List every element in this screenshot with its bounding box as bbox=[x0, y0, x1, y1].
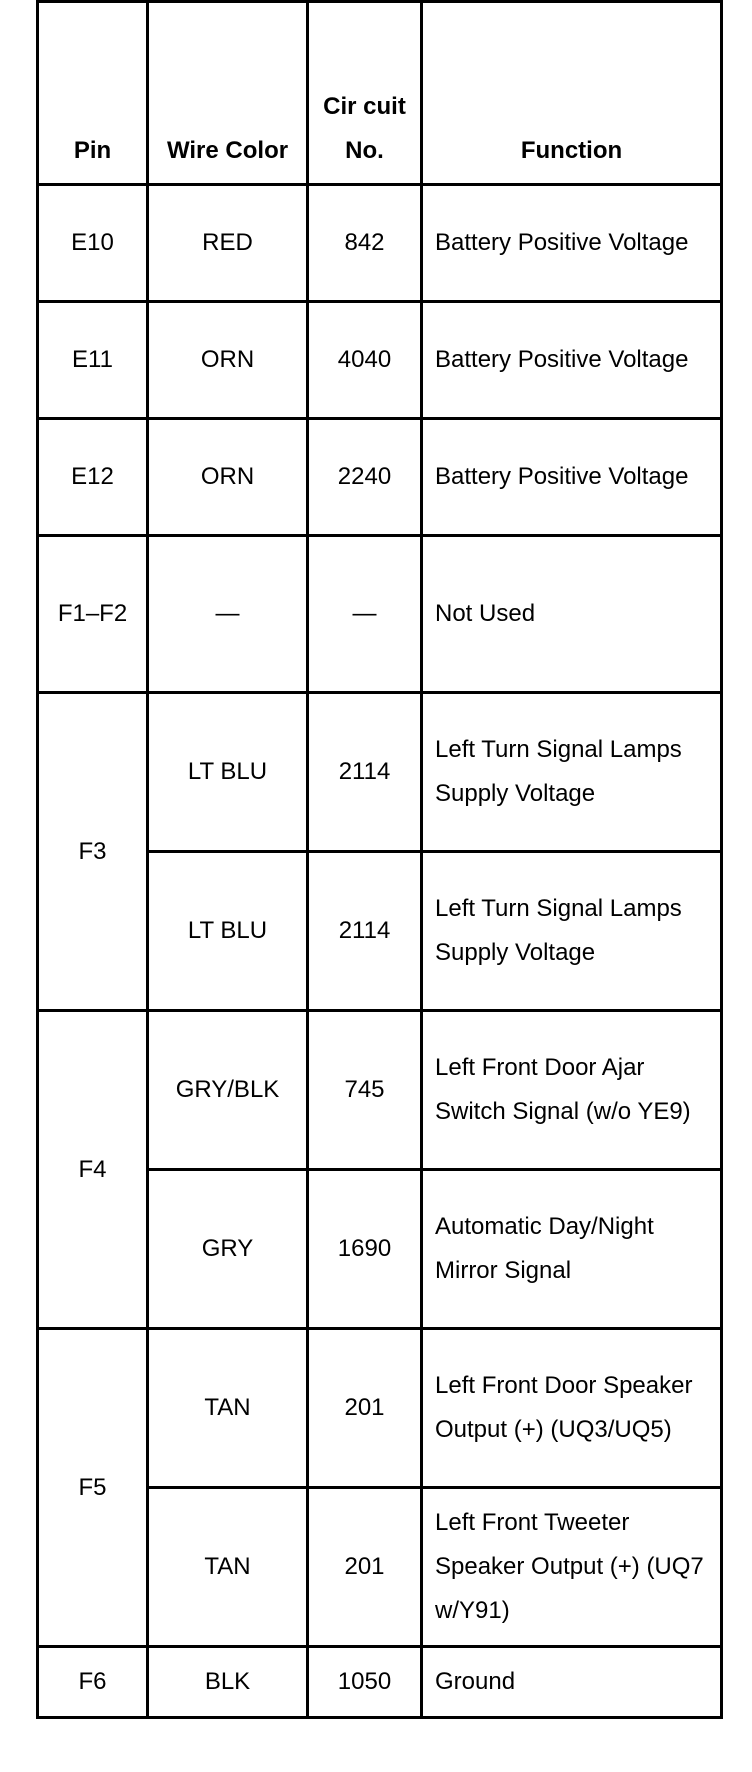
function-cell: Automatic Day/Night Mirror Signal bbox=[422, 1170, 722, 1329]
table-row bbox=[38, 1329, 722, 1488]
wire-color-cell: GRY/BLK bbox=[148, 1011, 308, 1170]
function-cell: Left Turn Signal Lamps Supply Voltage bbox=[422, 693, 722, 852]
table-row bbox=[38, 693, 722, 852]
table-row bbox=[38, 1647, 722, 1718]
circuit-cell: 2240 bbox=[308, 419, 422, 536]
wire-color-cell: ORN bbox=[148, 419, 308, 536]
function-cell: Battery Positive Voltage bbox=[422, 302, 722, 419]
circuit-cell: 1690 bbox=[308, 1170, 422, 1329]
table-row bbox=[38, 1011, 722, 1170]
connector-pin-table bbox=[36, 0, 723, 1719]
wire-color-cell: GRY bbox=[148, 1170, 308, 1329]
header-circuit-no: Cir cuit No. bbox=[308, 2, 422, 185]
wire-color-cell: BLK bbox=[148, 1647, 308, 1718]
function-cell: Left Front Door Ajar Switch Signal (w/o YE9) bbox=[422, 1011, 722, 1170]
function-cell: Battery Positive Voltage bbox=[422, 185, 722, 302]
header-function: Function bbox=[422, 2, 722, 185]
function-cell: Not Used bbox=[422, 536, 722, 693]
pin-cell: F3 bbox=[38, 693, 148, 1011]
function-cell: Left Turn Signal Lamps Supply Voltage bbox=[422, 852, 722, 1011]
circuit-cell: 201 bbox=[308, 1488, 422, 1647]
wire-color-cell: — bbox=[148, 536, 308, 693]
pin-cell: F5 bbox=[38, 1329, 148, 1647]
pin-cell: F6 bbox=[38, 1647, 148, 1718]
wire-color-cell: ORN bbox=[148, 302, 308, 419]
table-row bbox=[38, 185, 722, 302]
circuit-cell: 2114 bbox=[308, 852, 422, 1011]
circuit-cell: 1050 bbox=[308, 1647, 422, 1718]
header-wire-color: Wire Color bbox=[148, 2, 308, 185]
circuit-cell: 201 bbox=[308, 1329, 422, 1488]
function-cell: Left Front Door Speaker Output (+) (UQ3/UQ5) bbox=[422, 1329, 722, 1488]
function-cell: Battery Positive Voltage bbox=[422, 419, 722, 536]
circuit-cell: 745 bbox=[308, 1011, 422, 1170]
pin-cell: E10 bbox=[38, 185, 148, 302]
pin-cell: F1–F2 bbox=[38, 536, 148, 693]
circuit-cell: 842 bbox=[308, 185, 422, 302]
table-row bbox=[38, 536, 722, 693]
header-pin: Pin bbox=[38, 2, 148, 185]
table-row bbox=[38, 302, 722, 419]
function-cell: Ground bbox=[422, 1647, 722, 1718]
circuit-cell: 4040 bbox=[308, 302, 422, 419]
circuit-cell: 2114 bbox=[308, 693, 422, 852]
wire-color-cell: TAN bbox=[148, 1488, 308, 1647]
circuit-cell: — bbox=[308, 536, 422, 693]
wire-color-cell: TAN bbox=[148, 1329, 308, 1488]
function-cell: Left Front Tweeter Speaker Output (+) (UQ7 w/Y91) bbox=[422, 1488, 722, 1647]
pin-cell: E12 bbox=[38, 419, 148, 536]
table-row bbox=[38, 419, 722, 536]
wire-color-cell: RED bbox=[148, 185, 308, 302]
pin-cell: E11 bbox=[38, 302, 148, 419]
wire-color-cell: LT BLU bbox=[148, 852, 308, 1011]
wire-color-cell: LT BLU bbox=[148, 693, 308, 852]
table-header-row bbox=[38, 2, 722, 185]
pin-cell: F4 bbox=[38, 1011, 148, 1329]
